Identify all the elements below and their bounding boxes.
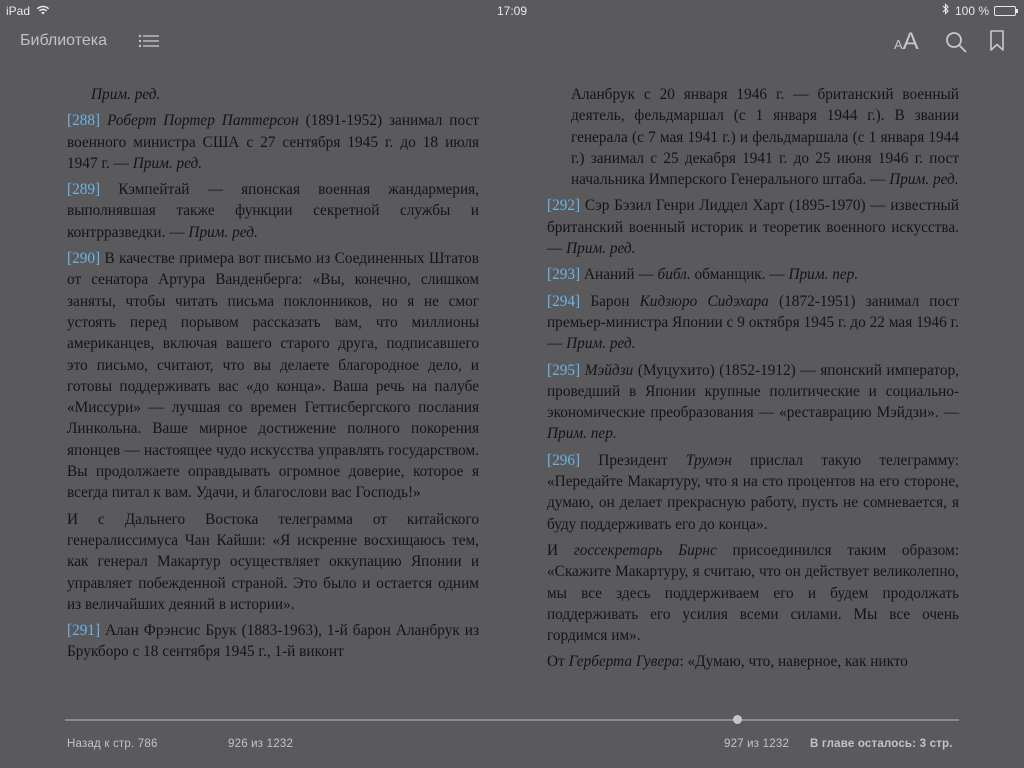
footnote-link[interactable]: [289]: [67, 181, 101, 199]
right-page-number: 927 из 1232: [724, 738, 790, 750]
footnote-link[interactable]: [291]: [67, 622, 101, 640]
footnote-author: Роберт Портер Паттерсон: [107, 112, 299, 130]
chapter-pages-remaining: В главе осталось: 3 стр.: [810, 738, 953, 750]
footnote-text: В качестве примера вот письмо из Соединенных Штатов от сенатора Артура Ванденберга: «Вы, конечно, слишком заняты, чтобы читать письма поклонников, но я не смог устоять перед порывом рассказать вам, что миллионы американцев, включая вашего старого друга, подписавшего это письмо, считают, что вы делаете благородное дело, и готовы поддерживать вас «до конца». Ваша речь на палубе «Миссури» — лучшая со времен Геттисбергского послания Линкольна. Ваше мирное достижение полного покорения японцев — настоящее чудо искусства управлять государством. Вы продолжаете оправдывать огромное доверие, которое я всегда питал к вам. Удачи, и благослови вас Господь!»: [67, 250, 479, 502]
footnote-link[interactable]: [293]: [547, 266, 581, 284]
footnote-294: [547, 291, 959, 355]
note-source: Прим. ред.: [566, 335, 636, 353]
status-right: [942, 3, 1016, 18]
font-big-letter: A: [902, 28, 919, 55]
note-source: Прим. пер.: [547, 425, 617, 443]
footnote-text: (1872-1951) занимал пост премьер-министра Японии с 9 октября 1945 г. до 22 мая 1946 г. —: [547, 292, 959, 353]
footnote-author: Трумэн: [685, 451, 732, 469]
footnote-link[interactable]: [294]: [547, 292, 581, 310]
footnote-text: Алан Фрэнсис Брук (1883-1963), 1-й барон Аланбрук из Брукборо с 18 сентября 1945 г., 1-й виконт: [67, 622, 479, 661]
note-continuation: [91, 84, 479, 105]
footnote-text: (Муцухито) (1852-1912) — японский император, проведший в Японии крупные политические и социально-экономические преобразования — «реставрацию Мэйдзи». —: [547, 361, 960, 422]
paragraph-author: Герберта Гувера: [568, 653, 680, 671]
paragraph-text: От: [547, 653, 569, 671]
footnote-291-continuation: [547, 84, 959, 190]
note-source: Прим. пер.: [788, 266, 859, 284]
footnote-text: Ананий —: [580, 266, 658, 284]
note-source: Прим. ред.: [566, 240, 636, 258]
footnote-text: Барон: [580, 292, 640, 310]
paragraph-text: И с Дальнего Востока телеграмма от китайского генералиссимуса Чан Кайши: «Я искренне восхищаюсь тем, как генерал Макартур осуществляет оккупацию Японии и управляет побежденной страной. Это было и остается одним из величайших деяний в истории».: [67, 510, 479, 613]
footnote-text: Президент: [580, 451, 686, 469]
paragraph-text: : «Думаю, что, наверное, как никто: [679, 653, 908, 671]
footnote-author: Кидзюро Сидэхара: [639, 292, 769, 310]
battery-icon: [994, 6, 1016, 16]
library-button[interactable]: Библиотека: [20, 32, 107, 49]
footnote-link[interactable]: [292]: [547, 197, 581, 215]
back-to-page-link[interactable]: Назад к стр. 786: [67, 738, 158, 750]
right-page: [547, 84, 959, 678]
note-source: Прим. ред.: [91, 86, 161, 103]
footnote-link[interactable]: [296]: [547, 451, 581, 469]
font-small-letter: A: [894, 37, 903, 52]
footnote-295: [547, 360, 959, 445]
footnote-text: прислал такую телеграмму: «Передайте Макартуру, что я на сто процентов на его стороне, думаю, он делает прекрасную работу, пусть не сомневается, я буду поддерживать его до конца».: [547, 451, 959, 533]
reader-toolbar: [0, 24, 1024, 62]
paragraph-byrnes: [547, 540, 959, 646]
paragraph-author: госсекретарь Бирнс: [573, 541, 717, 559]
footnote-link[interactable]: [290]: [67, 250, 101, 268]
footnote-296: [547, 450, 959, 535]
table-of-contents-icon[interactable]: [138, 34, 160, 55]
scrubber-knob[interactable]: [733, 715, 742, 724]
bookmark-icon[interactable]: [989, 30, 1005, 57]
footnote-link[interactable]: [288]: [67, 112, 101, 130]
left-page: [67, 84, 479, 668]
note-source: Прим. ред.: [889, 171, 959, 189]
paragraph-chiang: [67, 509, 479, 615]
footnote-italic: библ.: [657, 266, 691, 284]
footnote-text: (1891-1952) занимал пост военного министра США с 27 сентября 1945 г. до 18 июля 1947 г. —: [67, 112, 479, 172]
page-scrubber[interactable]: [65, 719, 959, 721]
footnote-author: Мэйдзи: [584, 361, 634, 379]
status-time: 17:09: [496, 4, 528, 18]
paragraph-text: присоединился таким образом: «Скажите Макартуру, я считаю, что он действует великолепно, мы все здесь поддерживаем его и будем продолжать поддерживать его усилия всеми силами. Мы все очень гордимся им».: [547, 541, 959, 645]
footnote-288: [67, 110, 479, 174]
paragraph-text: И: [547, 541, 574, 559]
status-bar: [0, 0, 1024, 20]
footnote-292: [547, 195, 959, 259]
font-size-icon[interactable]: [894, 28, 919, 56]
device-name: iPad: [6, 4, 31, 18]
footnote-291: [67, 620, 479, 663]
footnote-text: Аланбрук с 20 января 1946 г. — британский военный деятель, фельдмаршал (с 1 января 1944 г.). В звании генерала (с 7 мая 1941 г.) и фельдмаршала (с 1 января 1944 г.) занимал с 25 декабря 1941 г. до 25 июня 1946 г. пост начальника Имперского Генерального штаба. —: [571, 86, 959, 189]
footnote-link[interactable]: [295]: [547, 361, 581, 379]
footnote-text: Сэр Бэзил Генри Лиддел Харт (1895-1970) — известный британский военный историк и теоретик военного искусства. —: [547, 197, 959, 258]
footnote-290: [67, 248, 479, 504]
bluetooth-icon: [942, 3, 950, 18]
footnote-289: [67, 179, 479, 243]
note-source: Прим. ред.: [188, 223, 258, 241]
paragraph-hoover: [547, 651, 959, 672]
footnote-text: обманщик. —: [690, 266, 789, 284]
footnote-text: Кэмпейтай — японская военная жандармерия, выполнявшая также функции секретной службы и контрразведки. —: [67, 181, 479, 241]
search-icon[interactable]: [944, 30, 968, 59]
battery-percent: 100 %: [954, 3, 989, 18]
note-source: Прим. ред.: [132, 154, 203, 172]
left-page-number: 926 из 1232: [228, 738, 294, 750]
footnote-293: [547, 264, 959, 285]
